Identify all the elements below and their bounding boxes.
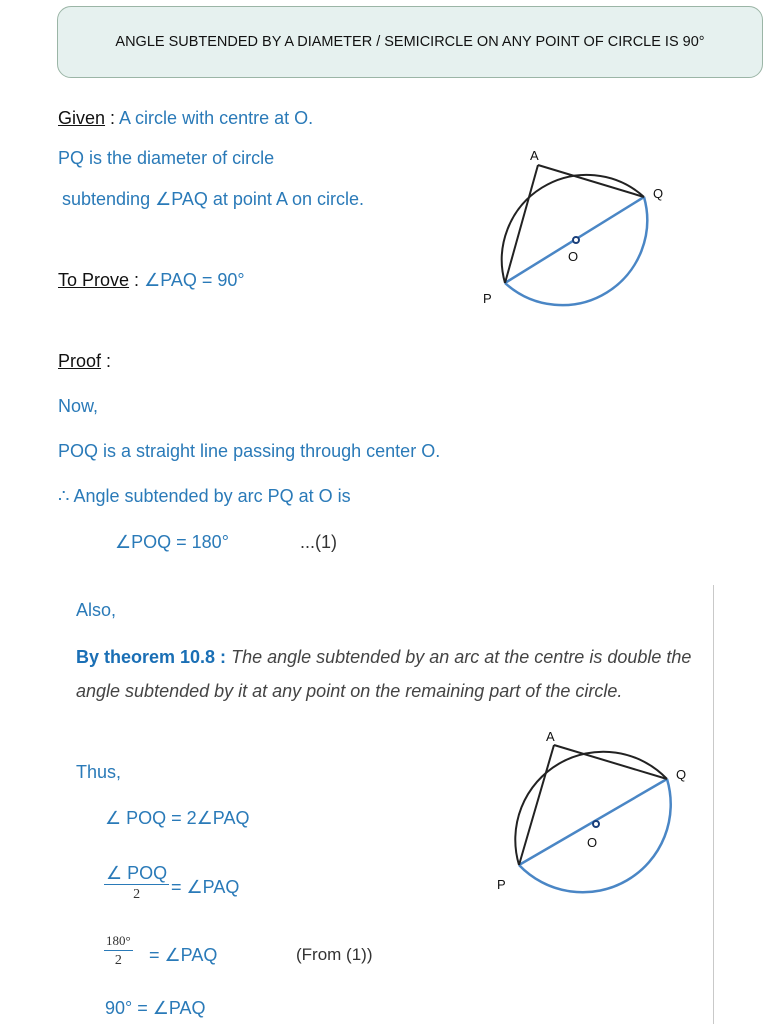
- given-label: Given: [58, 108, 106, 128]
- circle-diagram-2: [484, 722, 714, 922]
- proof-line: [58, 351, 111, 372]
- given-line-2: PQ is the diameter of circle: [58, 148, 275, 168]
- step2-fraction: [104, 862, 169, 905]
- step3-numerator: 180°: [104, 932, 133, 951]
- to-prove-line: [58, 270, 245, 291]
- therefore-line: ∴ Angle subtended by arc PQ at O is: [58, 486, 351, 506]
- label-q-2: Q: [676, 767, 687, 782]
- label-p-2: P: [497, 877, 506, 892]
- poq-line: POQ is a straight line passing through center O.: [58, 441, 441, 461]
- also-line: Also,: [76, 600, 117, 620]
- given-line: [58, 108, 313, 129]
- proof-label: Proof: [58, 351, 102, 371]
- center-dot-1: [573, 237, 579, 243]
- page-title: ANGLE SUBTENDED BY A DIAMETER / SEMICIRCLE ON ANY POINT OF CIRCLE IS 90°: [115, 34, 705, 50]
- label-o-2: O: [587, 835, 598, 850]
- eq1-ref: ...(1): [300, 532, 338, 552]
- thus-line: Thus,: [76, 762, 122, 782]
- chord-aq-2: [554, 745, 667, 779]
- theorem-label: By theorem 10.8 :: [76, 647, 227, 667]
- to-prove-text: ∠PAQ = 90°: [144, 270, 245, 290]
- now-line: Now,: [58, 396, 99, 416]
- step3-rhs: = ∠PAQ: [149, 945, 218, 965]
- label-p-1: P: [483, 291, 492, 306]
- step2-numerator: ∠ POQ: [106, 863, 168, 883]
- label-o-1: O: [568, 249, 579, 264]
- proof-sep: :: [101, 351, 112, 371]
- step3-ref: (From (1)): [296, 945, 373, 964]
- given-sep: :: [105, 108, 120, 128]
- step3-denominator: 2: [114, 953, 122, 968]
- label-a-1: A: [530, 148, 539, 163]
- step2-denominator: 2: [133, 887, 141, 902]
- step4: 90° = ∠PAQ: [105, 998, 206, 1018]
- eq1-expr: ∠POQ = 180°: [115, 532, 229, 552]
- to-prove-label: To Prove: [58, 270, 130, 290]
- to-prove-sep: :: [129, 270, 145, 290]
- given-text: A circle with centre at O.: [119, 108, 314, 128]
- theorem-text: The angle subtended by an arc at the centre is double the angle subtended by it at any point on the remaining part of the circle.: [76, 647, 692, 701]
- step3-fraction: [104, 932, 133, 971]
- title-banner: [57, 6, 763, 78]
- circle-diagram-1: [470, 140, 690, 340]
- step2-rhs: = ∠PAQ: [171, 877, 240, 897]
- label-a-2: A: [546, 729, 555, 744]
- center-dot-2: [593, 821, 599, 827]
- theorem-block: [76, 640, 716, 708]
- given-line-3: subtending ∠PAQ at point A on circle.: [62, 189, 364, 209]
- step1: ∠ POQ = 2∠PAQ: [105, 808, 250, 828]
- label-q-1: Q: [653, 186, 664, 201]
